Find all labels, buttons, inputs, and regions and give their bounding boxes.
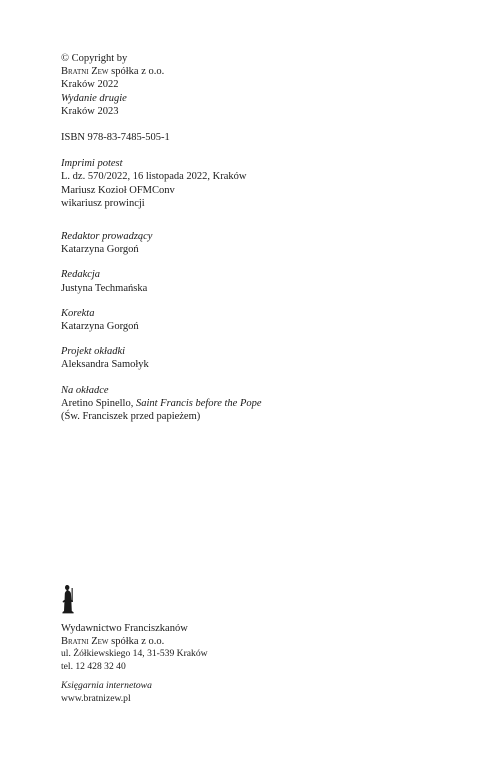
copyright-publisher bbox=[61, 65, 441, 78]
publisher-company bbox=[61, 635, 441, 648]
friar-silhouette-icon bbox=[61, 584, 75, 614]
imprimi-label: Imprimi potest bbox=[61, 158, 123, 170]
publisher-rest: spółka z o.o. bbox=[108, 66, 165, 78]
colophon bbox=[61, 52, 441, 423]
credit-role: Redakcja bbox=[61, 269, 101, 281]
credit-editing bbox=[61, 268, 441, 294]
credit-role: Projekt okładki bbox=[61, 346, 126, 358]
credit-cover-design bbox=[61, 345, 441, 371]
imprimi-line3: wikariusz prowincji bbox=[61, 197, 145, 209]
credit-lead-editor bbox=[61, 230, 441, 256]
company-smallcaps: Bratni Zew bbox=[61, 636, 109, 648]
credit-role: Korekta bbox=[61, 307, 95, 319]
copyright-block bbox=[61, 52, 441, 118]
edition-label: Wydanie drugie bbox=[61, 92, 127, 104]
credit-name: Justyna Techmańska bbox=[61, 282, 148, 294]
publisher-smallcaps: Bratni Zew bbox=[61, 66, 109, 78]
imprimi-line2: Mariusz Kozioł OFMConv bbox=[61, 184, 175, 196]
credit-name: Katarzyna Gorgoń bbox=[61, 244, 139, 256]
cover-artwork bbox=[61, 397, 441, 410]
publisher-address: ul. Żółkiewskiego 14, 31-539 Kraków bbox=[61, 648, 208, 660]
credit-name: Aleksandra Samołyk bbox=[61, 359, 149, 371]
publisher-phone: tel. 12 428 32 40 bbox=[61, 660, 126, 672]
publisher-website: www.bratnizew.pl bbox=[61, 692, 131, 704]
cover-title: Saint Francis before the Pope bbox=[135, 397, 262, 409]
copyright-line: © Copyright by bbox=[61, 53, 128, 64]
publisher-name: Wydawnictwo Franciszkanów bbox=[61, 623, 188, 634]
credit-name: Katarzyna Gorgoń bbox=[61, 321, 139, 333]
credit-role: Redaktor prowadzący bbox=[61, 231, 153, 243]
company-rest: spółka z o.o. bbox=[108, 636, 165, 648]
online-shop-label: Księgarnia internetowa bbox=[61, 680, 152, 692]
cover-artist: Aretino Spinello, bbox=[61, 397, 136, 409]
cover-label: Na okładce bbox=[61, 384, 109, 396]
credit-proofreading bbox=[61, 307, 441, 333]
isbn: ISBN 978-83-7485-505-1 bbox=[61, 132, 170, 144]
cover-info bbox=[61, 384, 441, 424]
imprimi-line1: L. dz. 570/2022, 16 listopada 2022, Kraków bbox=[61, 171, 247, 183]
place-year-1: Kraków 2022 bbox=[61, 79, 119, 91]
imprimi-block bbox=[61, 157, 441, 210]
publisher-footer bbox=[61, 584, 441, 705]
cover-translation: (Św. Franciszek przed papieżem) bbox=[61, 411, 201, 423]
place-year-2: Kraków 2023 bbox=[61, 105, 119, 117]
